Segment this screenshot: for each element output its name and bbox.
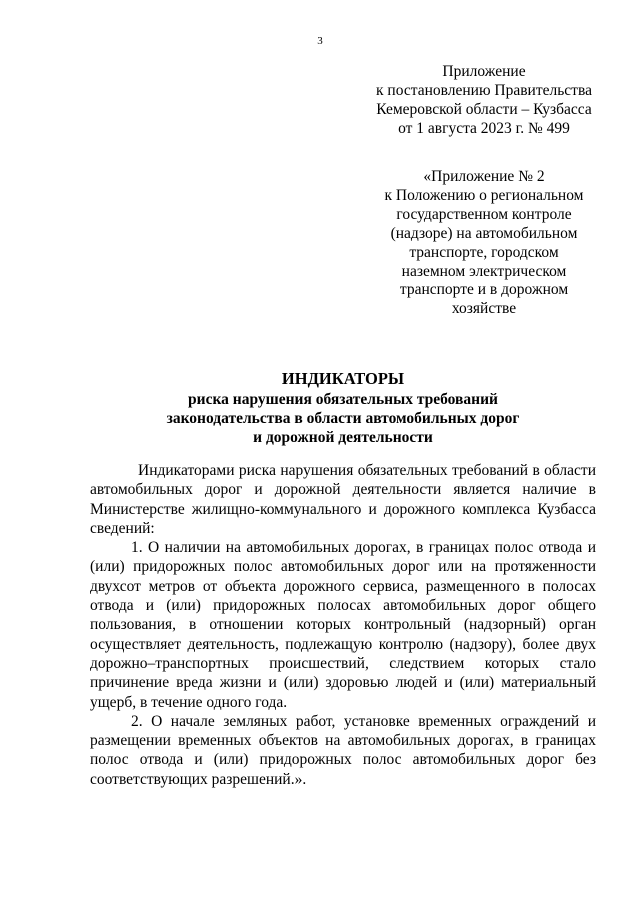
item-2-paragraph [90,712,596,789]
appendix-2-line: «Приложение № 2 [423,168,545,185]
title-sub-line: и дорожной деятельности [253,429,433,446]
intro-line: автомобильных дорог и дорожной деятельности является наличие в [90,481,596,499]
appendix-2-line: государственном контроле [396,205,572,223]
title-sub-line: законодательства в области автомобильных дорог [166,410,520,427]
item-1-line: осуществляет деятельность, подлежащую контролю (надзору), более двух [90,635,596,653]
document-title [90,368,596,447]
item-1-paragraph [90,538,596,712]
item-2-line: соответствующих разрешений.». [90,770,307,788]
item-2-line: 2. О начале земляных работ, установке временных ограждений и [131,712,596,730]
item-1-line: двухсот метров от объекта дорожного сервиса, размещенного в полосах [90,577,596,595]
item-2-line: полос отвода и (или) придорожных полос автомобильных дорог без [90,751,596,769]
item-1-line: пользования, в отношении которых контрольный (надзорный) орган [90,616,596,634]
title-main: ИНДИКАТОРЫ [281,369,405,388]
appendix-line: Кемеровской области – Кузбасса [376,101,592,118]
item-1-line: отвода и (или) придорожных полосах автомобильных дорог общего [90,597,596,615]
appendix-2-header [360,168,608,319]
appendix-2-line: наземном электрическом [401,262,567,280]
appendix-header [360,62,608,138]
appendix-line: Приложение [442,63,526,80]
appendix-2-line: (надзоре) на автомобильном [390,224,578,242]
item-1-line: 1. О наличии на автомобильных дорогах, в границах полос отвода и [131,539,596,557]
appendix-line: к постановлению Правительства [376,82,592,99]
intro-line: Индикаторами риска нарушения обязательных требований в области [138,462,596,479]
intro-line: сведений: [90,519,155,537]
appendix-2-line: транспорте и в дорожном [399,281,569,299]
intro-paragraph [90,461,596,538]
item-1-line: (или) придорожных полос автомобильных дорог или на протяженности [90,558,596,576]
item-2-line: размещении временных объектов на автомобильных дорогах, в границах [90,732,596,750]
item-1-line: причинение вреда жизни и (или) здоровью людей и (или) материальный [90,674,596,692]
appendix-2-line: к Положению о региональном [384,186,584,204]
item-1-line: ущерб, в течение одного года. [90,693,288,711]
appendix-2-line: транспорте, городском [409,243,559,261]
appendix-2-line: хозяйстве [451,300,517,318]
item-1-line: дорожно–транспортных происшествий, следствием которых стало [90,654,596,672]
title-sub-line: риска нарушения обязательных требований [188,391,498,408]
document-body [90,461,596,789]
appendix-line: от 1 августа 2023 г. № 499 [398,120,570,137]
intro-line: Министерстве жилищно-коммунального и дорожного комплекса Кузбасса [90,500,596,518]
page-number: 3 [317,35,323,47]
